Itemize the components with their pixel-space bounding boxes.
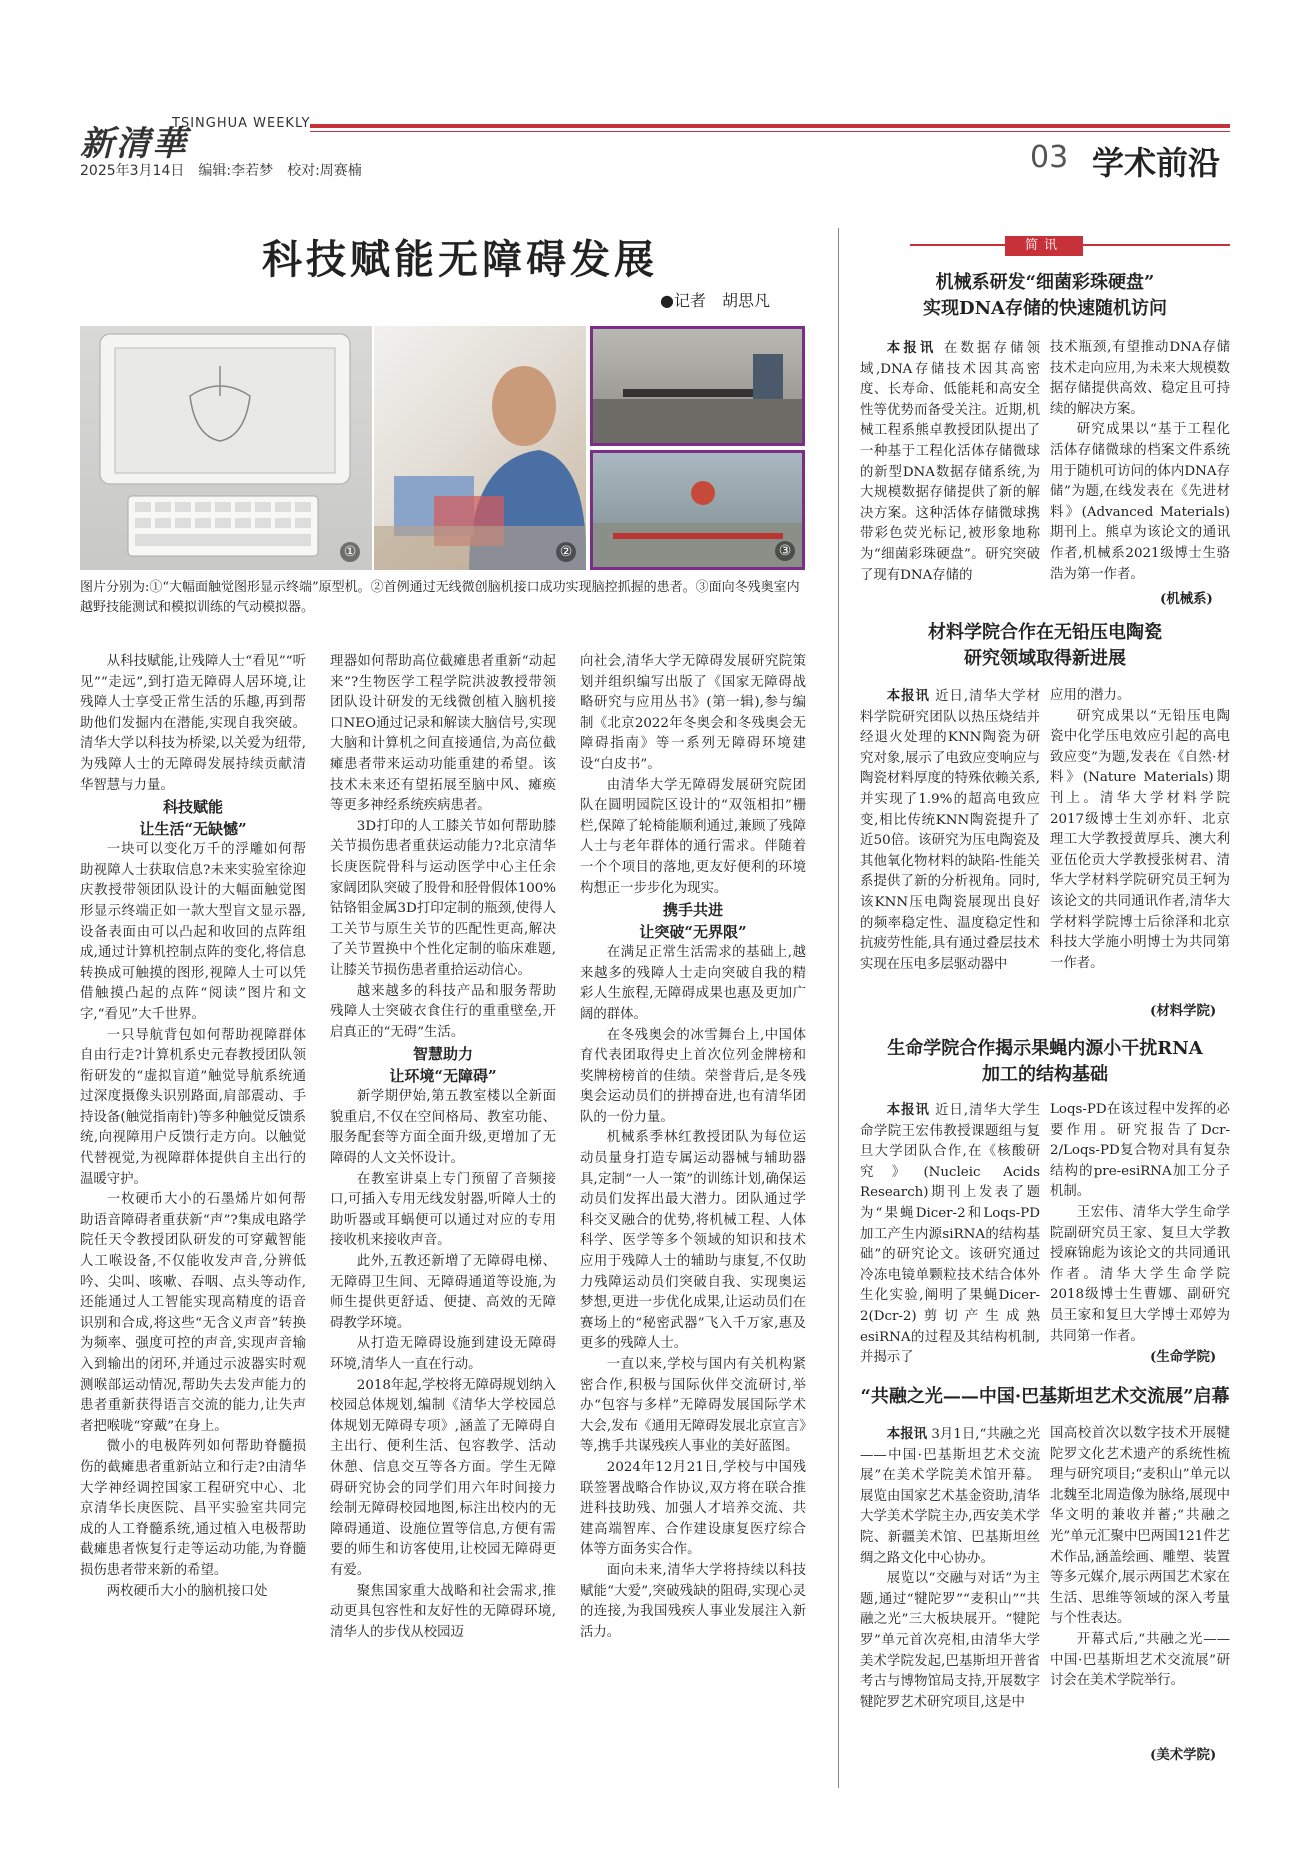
brief-label: 简讯 bbox=[1005, 236, 1083, 256]
article-byline: ●记者 胡思凡 bbox=[660, 291, 770, 310]
article-column-3 bbox=[580, 652, 806, 1643]
photo-caption: 图片分别为:①“大幅面触觉图形显示终端”原型机。②首例通过无线微创脑机接口成功实现脑控抓握的患者。③面向冬残奥室内越野技能测试和模拟训练的气动模拟器。 bbox=[80, 580, 800, 615]
paragraph: 面向未来,清华大学将持续以科技赋能“大爱”,突破残缺的阻碍,实现心灵的连接,为我国残疾人事业发展注入新活力。 bbox=[580, 1562, 806, 1640]
paragraph: 2024年12月21日,学校与中国残联签署战略合作协议,双方将在联合推进科技助残、加强人才培养交流、共建高端智库、合作建设康复医疗综合体等方面务实合作。 bbox=[580, 1459, 806, 1558]
brief-text: 国高校首次以数字技术开展犍陀罗文化艺术遗产的系统性梳理与研究项目;“麦积山”单元以北魏至北周造像为脉络,展现中华文明的兼收并蓄;“共融之光”单元汇聚中巴两国121件艺术作品,涵盖绘画、雕塑、装置等多元媒介,展示两国艺术家在生活、思维等领域的深入考量与个性表达。 bbox=[1050, 1426, 1230, 1627]
photo-number-3: ③ bbox=[775, 541, 795, 561]
brief-4-left bbox=[860, 1424, 1040, 1713]
paragraph: 新学期伊始,第五教室楼以全新面貌重启,不仅在空间格局、教室功能、服务配套等方面全面升级,更增加了无障碍的人文关怀设计。 bbox=[330, 1089, 556, 1167]
paragraph: 3D打印的人工膝关节如何帮助膝关节损伤患者重获运动能力?北京清华长庚医院骨科与运动医学中心主任余家阔团队突破了股骨和胫骨假体100%钴铬钼金属3D打印定制的瓶颈,使得人工关节与原生关节的匹配性更高,解决了关节置换中个性化定制的临床难题,让膝关节损伤患者重拾运动信心。 bbox=[330, 818, 556, 978]
tactile-display-illustration bbox=[80, 326, 372, 570]
paragraph: 一只导航背包如何帮助视障群体自由行走?计算机系史元春教授团队领衔研发的“虚拟盲道”触觉导航系统通过深度摄像头识别路面,肩部震动、手持设备(触觉指南针)等多种触觉反馈系统,向视障用户反馈行走方向。以触觉代替视觉,为视障群体提供自主出行的温暖守护。 bbox=[80, 1027, 306, 1187]
section-title: 学术前沿 bbox=[1092, 144, 1221, 182]
paragraph: 从科技赋能,让残障人士“看见”“听见”“走远”,到打造无障碍人居环境,让残障人士享受正常生活的乐趣,再到帮助他们发掘内在潜能,实现自我突破。清华大学以科技为桥梁,以关爱为纽带,为残障人士的无障碍发展持续贡献清华智慧与力量。 bbox=[80, 654, 306, 793]
brief-1-left bbox=[860, 338, 1040, 586]
brief-text: 在数据存储领域,DNA存储技术因其高密度、长寿命、低能耗和高安全性等优势而备受关注。近期,机械工程系熊卓教授团队提出了一种基于工程化活体存储微球的新型DNA数据存储系统,为大规模数据存储提供了新的解决方案。这种活体存储微球携带彩色荧光标记,被形象地称为“细菌彩珠硬盘”。研究突破了现有DNA存储的 bbox=[860, 341, 1041, 583]
paragraph: 两枚硬币大小的脑机接口处 bbox=[106, 1583, 268, 1599]
paragraph: 在冬残奥会的冰雪舞台上,中国体育代表团取得史上首次位列金牌榜和奖牌榜榜首的佳绩。荣誉背后,是冬残奥会运动员们的拼搏奋进,也有清华团队的一份力量。 bbox=[580, 1027, 806, 1125]
paragraph: 在满足正常生活需求的基础上,越来越多的残障人士走向突破自我的精彩人生旅程,无障碍成果也惠及更加广阔的群体。 bbox=[580, 945, 806, 1022]
brief-text: 近日,清华大学材料学院研究团队以热压烧结并经退火处理的KNN陶瓷为研究对象,展示了电致应变响应与陶瓷材料厚度的特殊依赖关系,并实现了1.9%的超高电致应变,相比传统KNN陶瓷提升了近50倍。该研究为压电陶瓷及其他氧化物材料的缺陷-性能关系提供了新的分析视角。同时,该KNN压电陶瓷展现出良好的频率稳定性、温度稳定性和抗疲劳性能,具有通过叠层技术实现在压电多层驱动器中 bbox=[860, 689, 1040, 972]
paragraph: 2018年起,学校将无障碍规划纳入校园总体规划,编制《清华大学校园总体规划无障碍专项》,涵盖了无障碍自主出行、便利生活、包容教学、活动休憩、信息交互等各方面。学生无障碍研究协会的同学们用六年时间接力绘制无障碍校园地图,标注出校内的无障碍通道、设施位置等信息,方便有需要的师生和访客使用,让校园无障碍更有爱。 bbox=[330, 1377, 556, 1578]
brief-4-right bbox=[1050, 1424, 1230, 1692]
brief-text: 展览以“交融与对话”为主题,通过“犍陀罗”“麦积山”“共融之光”三大板块展开。“犍陀罗”单元首次亮相,由清华大学美术学院发起,巴基斯坦开普省考古与博物馆局支持,开展数字犍陀罗艺术研究项目,这是中 bbox=[860, 1571, 1040, 1710]
simulator-top-illustration bbox=[593, 329, 802, 443]
paragraph: 一直以来,学校与国内有关机构紧密合作,积极与国际伙伴交流研讨,举办“包容与多样”无障碍发展国际学术大会,发布《通用无障碍发展北京宣言》等,携手共谋残疾人事业的美好蓝图。 bbox=[580, 1357, 806, 1455]
masthead-rule bbox=[310, 124, 1230, 128]
page-number: 03 bbox=[1030, 140, 1069, 175]
brief-3-right bbox=[1050, 1100, 1230, 1347]
column-divider bbox=[838, 228, 839, 1788]
paragraph: 机械系季林红教授团队为每位运动员量身打造专属运动器械与辅助器具,定制“一人一策”的训练计划,确保运动员们发挥出最大潜力。团队通过学科交叉融合的优势,将机械工程、人体科学、医学等多个领域的知识和技术应用于残障人士的辅助与康复,不仅助力残障运动员们突破自我、实现奥运梦想,更进一步优化成果,让运动员们在赛场上的“秘密武器”飞入千万家,惠及更多的残障人士。 bbox=[580, 1130, 806, 1352]
brief-text: Loqs-PD在该过程中发挥的必要作用。研究报告了Dcr-2/Loqs-PD复合物对具有复杂结构的pre-esiRNA加工分子机制。 bbox=[1050, 1102, 1230, 1200]
brief-text: 技术瓶颈,有望推动DNA存储技术走向应用,为未来大规模数据存储提供高效、稳定且可持续的解决方案。 bbox=[1050, 340, 1230, 417]
brief-1-title: 机械系研发“细菌彩珠硬盘” 实现DNA存储的快速随机访问 bbox=[922, 272, 1168, 319]
paragraph: 由清华大学无障碍发展研究院团队在圆明园院区设计的“双瓴相扣”栅栏,保障了轮椅能顺利通过,兼顾了残障人士与老年群体的通行需求。伴随着一个个项目的落地,更友好便利的环境构想正一步步化为现实。 bbox=[580, 777, 806, 896]
paragraph: 理器如何帮助高位截瘫患者重新“动起来”?生物医学工程学院洪波教授带领团队设计研发的无线微创植入脑机接口NEO通过记录和解读大脑信号,实现大脑和计算机之间直接通信,为高位截瘫患者带来运动功能重建的希望。该技术未来还有望拓展至脑中风、瘫痪等更多神经系统疾病患者。 bbox=[330, 654, 556, 814]
brief-2-left bbox=[860, 686, 1040, 975]
brief-3-source: (生命学院) bbox=[1150, 1349, 1217, 1365]
photo-bci-patient bbox=[374, 326, 586, 570]
photo-tactile-display bbox=[80, 326, 372, 570]
article-column-1 bbox=[80, 652, 306, 1602]
issue-dateline: 2025年3月14日 编辑:李若梦 校对:周赛楠 bbox=[80, 163, 362, 179]
brief-lead: 本报讯 bbox=[886, 1102, 930, 1118]
brief-3-title: 生命学院合作揭示果蝇内源小干扰RNA 加工的结构基础 bbox=[887, 1038, 1203, 1085]
paragraph: 从打造无障碍设施到建设无障碍环境,清华人一直在行动。 bbox=[330, 1336, 556, 1372]
subheading-1: 科技赋能 让生活“无缺憾” bbox=[139, 798, 247, 839]
bci-patient-illustration bbox=[374, 326, 586, 570]
photo-simulator-top bbox=[590, 326, 805, 446]
brief-1-right bbox=[1050, 338, 1230, 585]
subheading-3: 携手共进 让突破“无界限” bbox=[639, 901, 747, 942]
brief-4-source: (美术学院) bbox=[1150, 1747, 1217, 1763]
brief-2-title: 材料学院合作在无铅压电陶瓷 研究领域取得新进展 bbox=[928, 622, 1162, 669]
simulator-bottom-illustration bbox=[593, 453, 802, 567]
brief-text: 应用的潜力。 bbox=[1050, 688, 1131, 703]
paragraph: 向社会,清华大学无障碍发展研究院策划并组织编写出版了《国家无障碍战略研究与应用丛书》(第一辑),参与编制《北京2022年冬奥会和冬残奥会无障碍指南》等一系列无障碍环境建设“白皮书”。 bbox=[580, 654, 806, 772]
brief-text: 研究成果以“无铅压电陶瓷中化学压电效应引起的高电致应变”为题,发表在《自然·材料》(Nature Materials)期刊上。清华大学材料学院2017级博士生刘亦轩、北京理工大学教授黄厚兵、澳大利亚伍伦贡大学教授张树君、清华大学材料学院研究员王轲为该论文的共同通讯作者,清华大学材料学院博士后徐泽和北京科技大学施小明博士为共同第一作者。 bbox=[1050, 708, 1230, 971]
paragraph: 微小的电极阵列如何帮助脊髓损伤的截瘫患者重新站立和行走?由清华大学神经调控国家工程研究中心、北京清华长庚医院、昌平实验室共同完成的人工脊髓系统,通过植入电极帮助截瘫患者恢复行走等运动功能,为脊髓损伤患者带来新的希望。 bbox=[80, 1439, 306, 1578]
brief-text: 王宏伟、清华大学生命学院副研究员王家、复旦大学教授麻锦彪为该论文的共同通讯作者。清华大学生命学院2018级博士生曹娜、副研究员王家和复旦大学博士邓婷为共同第一作者。 bbox=[1050, 1204, 1230, 1344]
brief-text: 开幕式后,“共融之光——中国·巴基斯坦艺术交流展”研讨会在美术学院举行。 bbox=[1050, 1631, 1230, 1689]
brief-1-source: (机械系) bbox=[1160, 591, 1213, 607]
brief-text: 3月1日,“共融之光——中国·巴基斯坦艺术交流展”在美术学院美术馆开幕。展览由国家艺术基金资助,清华大学美术学院主办,西安美术学院、新疆美术馆、巴基斯坦丝绸之路文化中心协办。 bbox=[860, 1427, 1040, 1566]
paragraph: 越来越多的科技产品和服务帮助残障人士突破衣食住行的重重壁垒,开启真正的“无碍”生活。 bbox=[330, 983, 556, 1040]
photo-simulator-bottom bbox=[590, 450, 805, 570]
brief-2-right bbox=[1050, 686, 1230, 974]
article-headline: 科技赋能无障碍发展 bbox=[262, 236, 658, 283]
brief-2-source: (材料学院) bbox=[1150, 1003, 1217, 1019]
photo-number-1: ① bbox=[340, 542, 360, 562]
photo-number-2: ② bbox=[556, 542, 576, 562]
newspaper-logo: 新清華 bbox=[80, 124, 188, 164]
paragraph: 一块可以变化万千的浮雕如何帮助视障人士获取信息?未来实验室徐迎庆教授带领团队设计的大幅面触觉图形显示终端正如一款大型盲文显示器,设备表面由可以凸起和收回的点阵组成,通过计算机控制点阵的变化,将信息转换成可触摸的图形,视障人士可以凭借触摸凸起的点阵“阅读”图片和文字,“看见”大千世界。 bbox=[80, 842, 306, 1022]
brief-text: 研究成果以“基于工程化活体存储微球的档案文件系统用于随机可访问的体内DNA存储”为题,在线发表在《先进材料》(Advanced Materials)期刊上。熊卓为该论文的通讯作者,机械系2021级博士生骆浩为第一作者。 bbox=[1050, 422, 1230, 582]
newspaper-logo-english: TSINGHUA WEEKLY bbox=[172, 116, 311, 131]
subheading-2: 智慧助力 让环境“无障碍” bbox=[389, 1045, 497, 1086]
paragraph: 此外,五教还新增了无障碍电梯、无障碍卫生间、无障碍通道等设施,为师生提供更舒适、便捷、高效的无障碍教学环境。 bbox=[330, 1254, 556, 1331]
paragraph: 一枚硬币大小的石墨烯片如何帮助语音障碍者重获新“声”?集成电路学院任天令教授团队研发的可穿戴智能人工喉设备,不仅能收发声音,分辨低吟、尖叫、咳嗽、吞咽、点头等动作,还能通过人工智能实现高精度的语音识别和合成,将这些“无含义声音”转换为频率、强度可控的声音,实现声音输入到输出的闭环,并通过示波器实时观测喉部运动情况,帮助失去发声能力的患者重新获得语言交流的能力,让失声者把喉咙“穿戴”在身上。 bbox=[80, 1192, 306, 1434]
article-column-2 bbox=[330, 652, 556, 1643]
brief-3-left bbox=[860, 1100, 1040, 1369]
paragraph: 在教室讲桌上专门预留了音频接口,可插入专用无线发射器,听障人士的助听器或耳蜗便可以通过对应的专用接收机来接收声音。 bbox=[330, 1171, 556, 1249]
brief-lead: 本报讯 bbox=[886, 340, 937, 356]
brief-text: 近日,清华大学生命学院王宏伟教授课题组与复旦大学团队合作,在《核酸研究》(Nucleic Acids Research)期刊上发表了题为“果蝇Dicer-2和Loqs-PD加工产生内源siRNA的结构基础”的研究论文。该研究通过冷冻电镜单颗粒技术结合体外生化实验,阐明了果蝇Dicer-2(Dcr-2)剪切产生成熟esiRNA的过程及其结构机制,并揭示了 bbox=[860, 1103, 1040, 1366]
paragraph: 聚焦国家重大战略和社会需求,推动更具包容性和友好性的无障碍环境,清华人的步伐从校园迈 bbox=[330, 1583, 556, 1640]
brief-lead: 本报讯 bbox=[886, 688, 930, 704]
brief-4-title: “共融之光——中国·巴基斯坦艺术交流展”启幕 bbox=[860, 1386, 1230, 1407]
brief-lead: 本报讯 bbox=[886, 1426, 928, 1442]
masthead-rule-thin bbox=[310, 131, 1230, 132]
